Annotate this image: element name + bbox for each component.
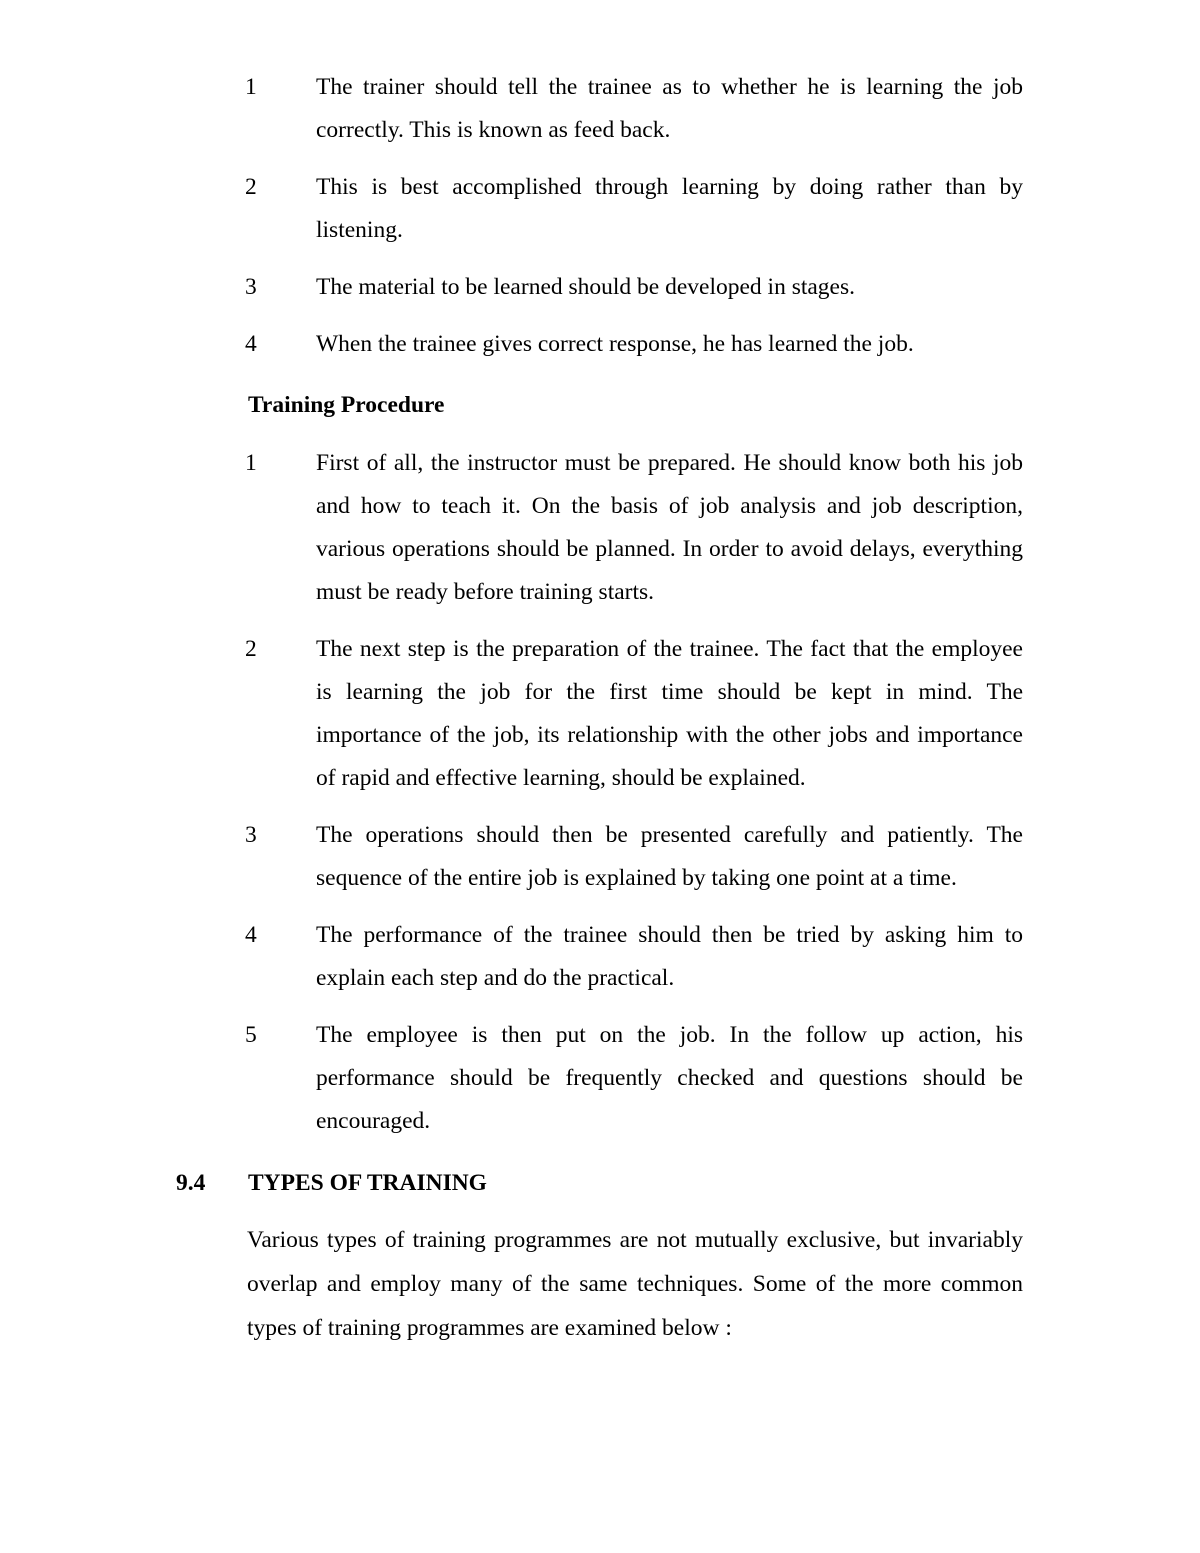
list-item-number: 1 (245, 450, 257, 476)
list-item-text: The trainer should tell the trainee as to whether he is learning the job correctly. This is known as feed back. (316, 74, 1023, 143)
list-item-text: When the trainee gives correct response, he has learned the job. (316, 331, 914, 357)
section-number: 9.4 (176, 1170, 206, 1196)
list-item-number: 2 (245, 174, 257, 200)
list-item (245, 266, 1023, 309)
list-item-number: 1 (245, 74, 257, 100)
section-title: TYPES OF TRAINING (248, 1170, 487, 1196)
list-item-number: 4 (245, 922, 257, 948)
list-item-number: 4 (245, 331, 257, 357)
list-item (245, 814, 1023, 900)
section-paragraph: Various types of training programmes are not mutually exclusive, but invariably overlap and employ many of the same techniques. Some of the more common types of training programmes are examined below : (247, 1227, 1023, 1341)
list-item-text: The next step is the preparation of the trainee. The fact that the employee is learning the job for the first time should be kept in mind. The importance of the job, its relationship with the other jobs and importance of rapid and effective learning, should be explained. (316, 636, 1023, 791)
list-item-number: 5 (245, 1022, 257, 1048)
subheading-training-procedure: Training Procedure (248, 392, 445, 418)
list-item-text: The material to be learned should be developed in stages. (316, 274, 856, 300)
list-item-text: The performance of the trainee should then be tried by asking him to explain each step and do the practical. (316, 922, 1023, 991)
list-item (245, 66, 1023, 152)
list-item (245, 166, 1023, 252)
list-item-number: 3 (245, 274, 257, 300)
list-item (245, 914, 1023, 1000)
list-item-text: The employee is then put on the job. In the follow up action, his performance should be frequently checked and questions should be encouraged. (316, 1022, 1023, 1134)
list-item-text: First of all, the instructor must be prepared. He should know both his job and how to teach it. On the basis of job analysis and job description, various operations should be planned. In order to avoid delays, everything must be ready before training starts. (316, 450, 1023, 605)
list-item-number: 3 (245, 822, 257, 848)
list-item (245, 323, 1023, 366)
list-item (245, 1014, 1023, 1143)
list-item-text: This is best accomplished through learning by doing rather than by listening. (316, 174, 1023, 243)
list-item-text: The operations should then be presented carefully and patiently. The sequence of the entire job is explained by taking one point at a time. (316, 822, 1023, 891)
list-item-number: 2 (245, 636, 257, 662)
intro-list (245, 66, 1023, 380)
list-item (245, 628, 1023, 800)
procedure-list (245, 442, 1023, 1157)
list-item (245, 442, 1023, 614)
